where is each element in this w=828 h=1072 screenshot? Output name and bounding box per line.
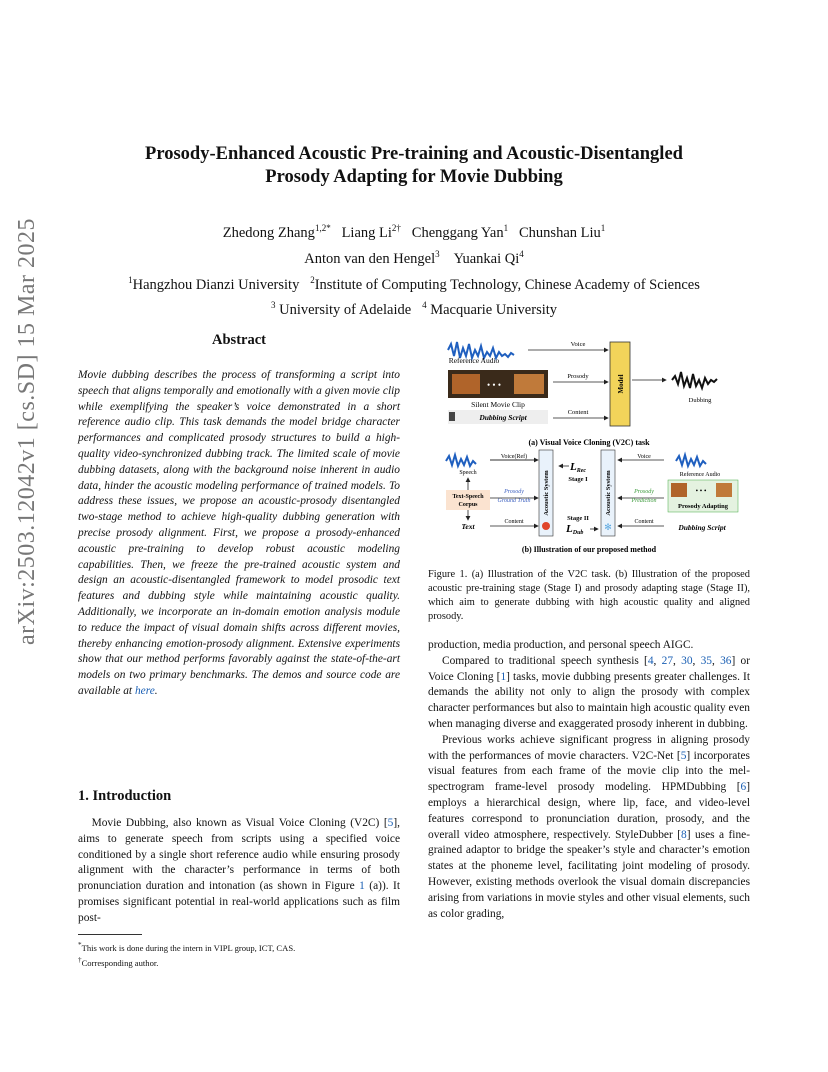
author-name: Chunshan Liu xyxy=(519,224,601,241)
citation-link[interactable]: 1 xyxy=(500,670,507,683)
body-text: Compared to traditional speech synthesis [ xyxy=(442,654,648,667)
affiliation: Hangzhou Dianzi University xyxy=(132,276,300,293)
label-speech: Speech xyxy=(459,470,477,476)
paragraph-comparison: Compared to traditional speech synthesis [4, 27, 30, 35, 36] or Voice Cloning [1] tasks, movie dubbing presents greater challenges. It demands the ability not only to align the prosody with complex character performances but also to maintain high acoustic quality even when managing diverse and exaggerated prosody inherent in dubbing. xyxy=(428,654,750,730)
affiliation: Institute of Computing Technology, Chinese Academy of Sciences xyxy=(314,276,700,293)
footnote-1: *This work is done during the intern in VIPL group, ICT, CAS. xyxy=(78,941,296,953)
label-corpus-2: Corpus xyxy=(458,502,478,508)
body-text: ] employs a hierarchical design, where lip, face, and video-level features correspond to pronunciation duration, prosody, and the overall video atmosphere, respectively. StyleDubber [ xyxy=(428,781,750,841)
right-column-body xyxy=(428,638,750,922)
movie-frames-image xyxy=(448,370,548,398)
label-l-rec: LRec xyxy=(570,461,587,474)
abstract-heading: Abstract xyxy=(212,332,266,348)
author-name: Anton van den Hengel xyxy=(304,250,436,267)
paragraph-previous-works xyxy=(428,733,750,923)
label-frames-ellipsis: • • • xyxy=(695,487,707,495)
label-reference-audio-right: Reference Audio xyxy=(679,472,721,478)
label-content-right: Content xyxy=(634,519,654,525)
body-text: ] uses a fine-grained adaptor to bridge the speaker’s style and character’s emotion states at the phoneme level, facilitating joint modeling of prosody. However, existing methods overlook the visual domain discrepancies arising from variations in movie styles and other visual elements, such as color grading, xyxy=(428,828,750,920)
footnote-rule xyxy=(78,934,142,935)
author-sup: 2† xyxy=(391,223,401,233)
body-text: Previous works achieve significant progress in aligning prosody with the performances of movie characters. V2C-Net [ xyxy=(428,733,750,762)
affiliations-line-2: $^3$ University of Adelaide $^4$ Macquarie University xyxy=(270,300,558,319)
title-line-1: Prosody-Enhanced Acoustic Pre-training and Acoustic-Disentangled xyxy=(145,144,683,164)
author-sup: 4 xyxy=(519,248,524,259)
body-text: ] or Voice Cloning [ xyxy=(428,654,750,683)
caption-a: (a) Visual Voice Cloning (V2C) task xyxy=(528,438,650,447)
author-sup: 1 xyxy=(503,223,509,233)
citation-link[interactable]: 8 xyxy=(681,828,687,841)
document-icon xyxy=(449,412,455,421)
label-acoustic-system-left: Acoustic System xyxy=(543,470,550,516)
figure-link[interactable]: 1 xyxy=(359,880,365,893)
citation-link[interactable]: 30 xyxy=(681,654,693,667)
citation-link[interactable]: 35 xyxy=(700,654,712,667)
label-model: Model xyxy=(617,374,625,394)
label-prosody: Prosody xyxy=(567,373,589,380)
footnote-2: †Corresponding author. xyxy=(78,955,159,968)
abstract-text: Movie dubbing describes the process of transforming a script into speech that aligns temporally and emotionally with a given movie clip while exemplifying the speaker’s voice demonstrated in a short reference audio clip. This task demands the model bridge character performances and complicated prosody structures to build a high-quality video-synchronized dubbing track. The limited scale of movie dubbing datasets, along with the background noise inherent in audio data, hinder the acoustic modeling performance of trained models. To address these issues, we propose an acoustic-prosody disentangled two-stage method to achieve high-quality dubbing generation with precise prosody alignment. First, we propose a prosody-enhanced acoustic pre-training to develop robust acoustic modeling capabilities. Then, we freeze the pre-trained acoustic system and design an acoustic-disentangled framework to model prosodic text features and dubbing style while maintaining acoustic quality. Additionally, we incorporate an in-domain emotion analysis module to reduce the impact of visual domain shifts across different movies, thereby enhancing emotion-prosody alignment. Extensive experiments show that our method performs favorably against the state-of-the-art models on two primary benchmarks. The demos and source code are available at xyxy=(78,369,400,697)
label-acoustic-system-right: Acoustic System xyxy=(605,470,612,516)
figure-1 xyxy=(428,330,750,562)
figure-caption: Figure 1. (a) Illustration of the V2C task. (b) Illustration of the proposed acoustic pre-training stage (Stage I) and prosody adapting stage (Stage II), which aim to generate dubbing with high acoustic quality and aligned prosody. xyxy=(428,569,750,622)
introduction-paragraph xyxy=(78,816,400,927)
movie-frame-1 xyxy=(671,483,687,497)
paragraph-continuation: production, media production, and personal speech AIGC. xyxy=(428,639,694,651)
author-sup: 3 xyxy=(435,248,440,259)
waveform-speech-icon xyxy=(446,455,476,466)
title-line-2: Prosody Adapting for Movie Dubbing xyxy=(265,167,563,187)
intro-text: Movie Dubbing, also known as Visual Voice Cloning (V2C) [ xyxy=(91,817,388,829)
footnotes xyxy=(78,939,400,969)
citation-link[interactable]: 27 xyxy=(661,654,674,667)
author-name: Chenggang Yan xyxy=(411,224,504,241)
waveform-dubbing-icon xyxy=(672,372,717,388)
citation-link[interactable]: 5 xyxy=(680,749,687,762)
intro-text: (a)). It promises significant potential in real-world applications such as film post- xyxy=(78,880,400,924)
caption-b: (b) Illustration of our proposed method xyxy=(521,545,657,554)
citation-link[interactable]: 5 xyxy=(387,817,394,829)
label-l-dub: LDub xyxy=(566,523,584,536)
author-block xyxy=(80,218,748,321)
section-heading-introduction: 1. Introduction xyxy=(78,788,172,804)
source-code-link[interactable]: here xyxy=(134,684,155,697)
waveform-reference-right-icon xyxy=(676,455,706,466)
label-content-left: Content xyxy=(504,519,524,525)
affiliations-line-1: $^1$Hangzhou Dianzi University $^2$Institute of Computing Technology, Chinese Academy of Sciences xyxy=(128,274,700,293)
author-name: Zhedong Zhang xyxy=(222,224,315,241)
citation-link[interactable]: 4 xyxy=(647,654,654,667)
label-prosody-gt: Prosody xyxy=(504,489,524,495)
author-sup: 1 xyxy=(600,223,606,233)
fire-icon xyxy=(542,522,550,530)
label-reference-audio: Reference Audio xyxy=(448,356,500,365)
label-dubbing: Dubbing xyxy=(688,397,712,404)
body-text: ] incorporates visual features from each frame of the movie clip into the mel-spectrogram frame-level prosody modeling. HPMDubbing [ xyxy=(428,749,750,794)
authors-line-1 xyxy=(80,218,748,244)
arxiv-identifier: arXiv:2503.12042v1 [cs.SD] 15 Mar 2025 xyxy=(14,218,40,645)
label-stage-1: Stage I xyxy=(568,476,588,483)
author-name: Yuankai Qi xyxy=(453,250,520,267)
citation-link[interactable]: 6 xyxy=(740,781,747,794)
abstract-end: . xyxy=(154,684,158,697)
footnote-text: This work is done during the intern in VIPL group, ICT, CAS. xyxy=(81,942,296,953)
label-voice: Voice xyxy=(570,341,586,348)
authors-line-2 xyxy=(80,244,748,270)
label-voice-right: Voice xyxy=(637,454,651,460)
affiliation: University of Adelaide xyxy=(279,302,412,319)
label-prosody-adapting: Prosody Adapting xyxy=(678,503,728,510)
label-silent-movie-clip: Silent Movie Clip xyxy=(471,400,525,409)
body-text: ] tasks, movie dubbing presents greater challenges. It demands the ability not only to align the prosody with complex character performances but also to maintain high acoustic quality even when managing diverse and exaggerated prosody inherent in dubbing. xyxy=(428,670,750,730)
label-ground-truth: Ground Truth xyxy=(497,498,531,504)
label-content: Content xyxy=(567,409,589,416)
label-corpus-1: Text-Speech xyxy=(452,494,484,500)
label-prediction: Prediction xyxy=(631,498,657,504)
label-prosody-pred: Prosody xyxy=(634,489,654,495)
label-stage-2: Stage II xyxy=(567,515,589,522)
footnote-text: Corresponding author. xyxy=(81,957,159,968)
movie-frame-2 xyxy=(716,483,732,497)
label-dubbing-script-right: Dubbing Script xyxy=(678,523,726,532)
label-dubbing-script: Dubbing Script xyxy=(479,413,527,422)
citation-link[interactable]: 36 xyxy=(720,654,732,667)
snowflake-icon: ✻ xyxy=(604,522,612,532)
label-ellipsis: • • • xyxy=(487,380,501,390)
abstract-body xyxy=(78,368,400,700)
author-name: Liang Li xyxy=(341,224,392,241)
affiliation: Macquarie University xyxy=(430,302,558,319)
author-sup: 1,2* xyxy=(314,223,331,233)
paper-title xyxy=(100,143,728,189)
label-voice-ref: Voice(Ref) xyxy=(500,454,528,460)
label-text: Text xyxy=(461,522,475,531)
intro-text: ], aims to generate speech from scripts using a specified voice conditioned by a single short reference audio while ensuring prosody alignment with the character’s performance in terms of both pronunciation duration and intonation (as shown in Figure xyxy=(78,817,400,893)
